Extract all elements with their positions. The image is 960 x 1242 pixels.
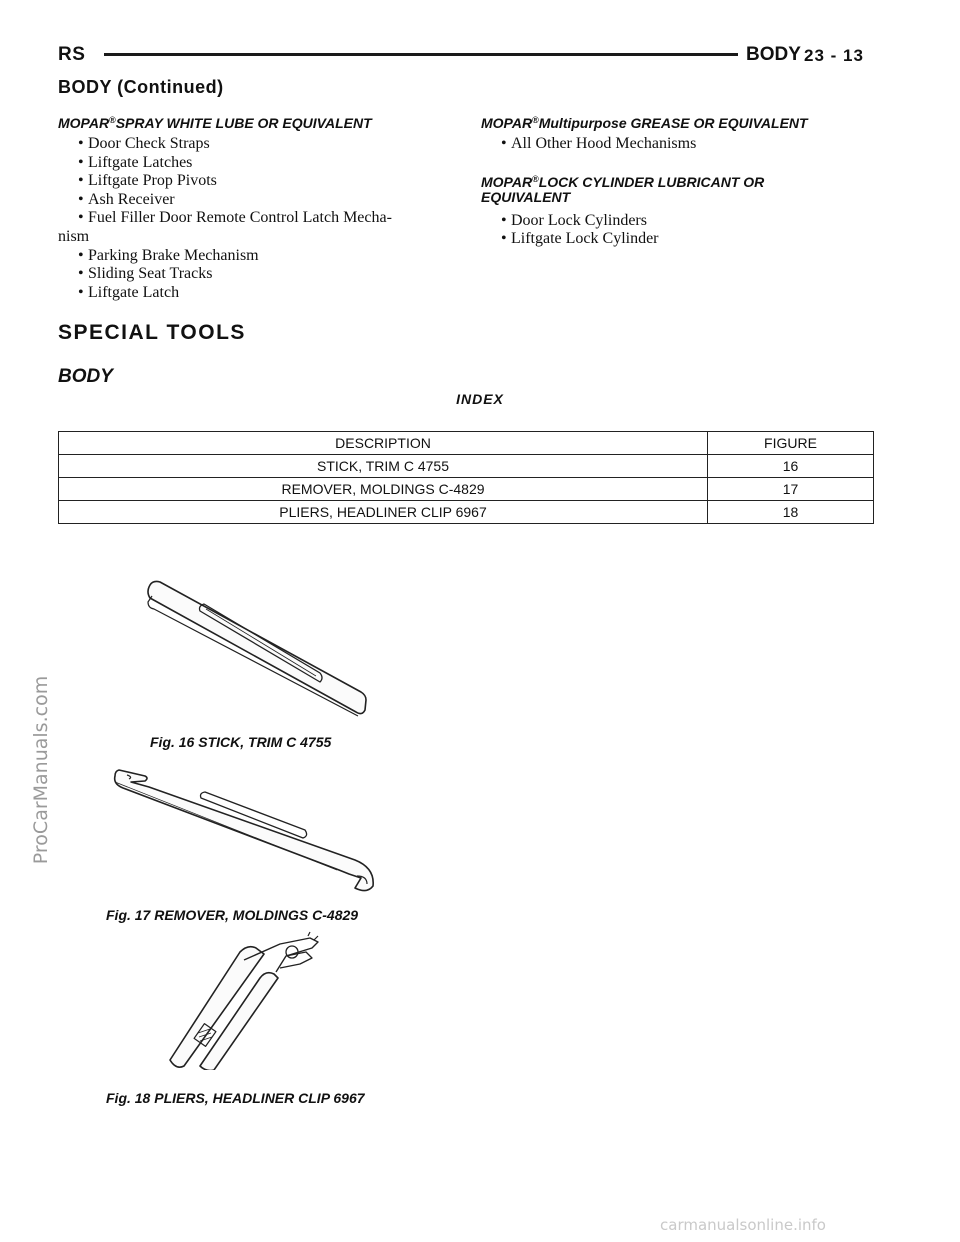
column-header-description: DESCRIPTION [59,432,708,455]
column-header-figure: FIGURE [708,432,874,455]
table-cell-figure: 18 [708,501,874,524]
list-item: • Parking Brake Mechanism [78,246,259,264]
grease-heading: MOPAR®Multipurpose GREASE OR EQUIVALENT [481,115,808,131]
figure-17-caption: Fig. 17 REMOVER, MOLDINGS C-4829 [106,907,359,923]
molding-remover-illustration [105,764,385,894]
figure-16-caption: Fig. 16 STICK, TRIM C 4755 [150,734,332,750]
list-item: • Door Lock Cylinders [501,211,647,229]
list-item: • Ash Receiver [78,190,175,208]
figure-18-caption: Fig. 18 PLIERS, HEADLINER CLIP 6967 [106,1090,365,1106]
list-item: • Liftgate Lock Cylinder [501,230,659,248]
list-item: • All Other Hood Mechanisms [501,135,697,152]
spray-lube-list [58,135,438,302]
body-subheading: BODY [58,366,113,387]
index-heading: INDEX [456,391,504,407]
grease-list [481,135,881,154]
table-cell-figure: 16 [708,455,874,478]
header-page-number: 23 - 13 [804,46,864,65]
right-column [481,113,881,249]
special-tools-heading: SPECIAL TOOLS [58,321,246,344]
header-rule [104,53,738,56]
spray-lube-heading: MOPAR®SPRAY WHITE LUBE OR EQUIVALENT [58,115,372,131]
bottom-watermark: carmanualsonline.info [660,1216,826,1234]
headliner-clip-pliers-illustration [160,930,340,1070]
list-item: • Liftgate Latches [78,153,193,171]
list-item: • Door Check Straps [78,135,210,152]
list-item: • Fuel Filler Door Remote Control Latch Mecha- [78,209,392,227]
left-column [58,113,438,302]
trim-stick-illustration [140,578,380,718]
lock-lubricant-heading: MOPAR®LOCK CYLINDER LUBRICANT OR EQUIVALENT [481,173,765,205]
list-item: • Sliding Seat Tracks [78,265,213,283]
special-tools-index-table [58,431,874,524]
table-header-row [59,432,874,455]
table-row [59,478,874,501]
table-cell-figure: 17 [708,478,874,501]
header-chapter: BODY [746,44,801,65]
table-row [59,501,874,524]
continued-heading: BODY (Continued) [58,77,224,97]
list-item: • Liftgate Prop Pivots [78,172,217,190]
list-item-continuation: nism [58,227,90,245]
list-item: • Liftgate Latch [78,283,180,301]
header-section-code: RS [58,44,86,65]
table-row [59,455,874,478]
table-cell-description: REMOVER, MOLDINGS C-4829 [59,478,708,501]
table-cell-description: PLIERS, HEADLINER CLIP 6967 [59,501,708,524]
side-watermark: ProCarManuals.com [30,675,52,865]
table-cell-description: STICK, TRIM C 4755 [59,455,708,478]
lock-lubricant-list [481,212,881,249]
